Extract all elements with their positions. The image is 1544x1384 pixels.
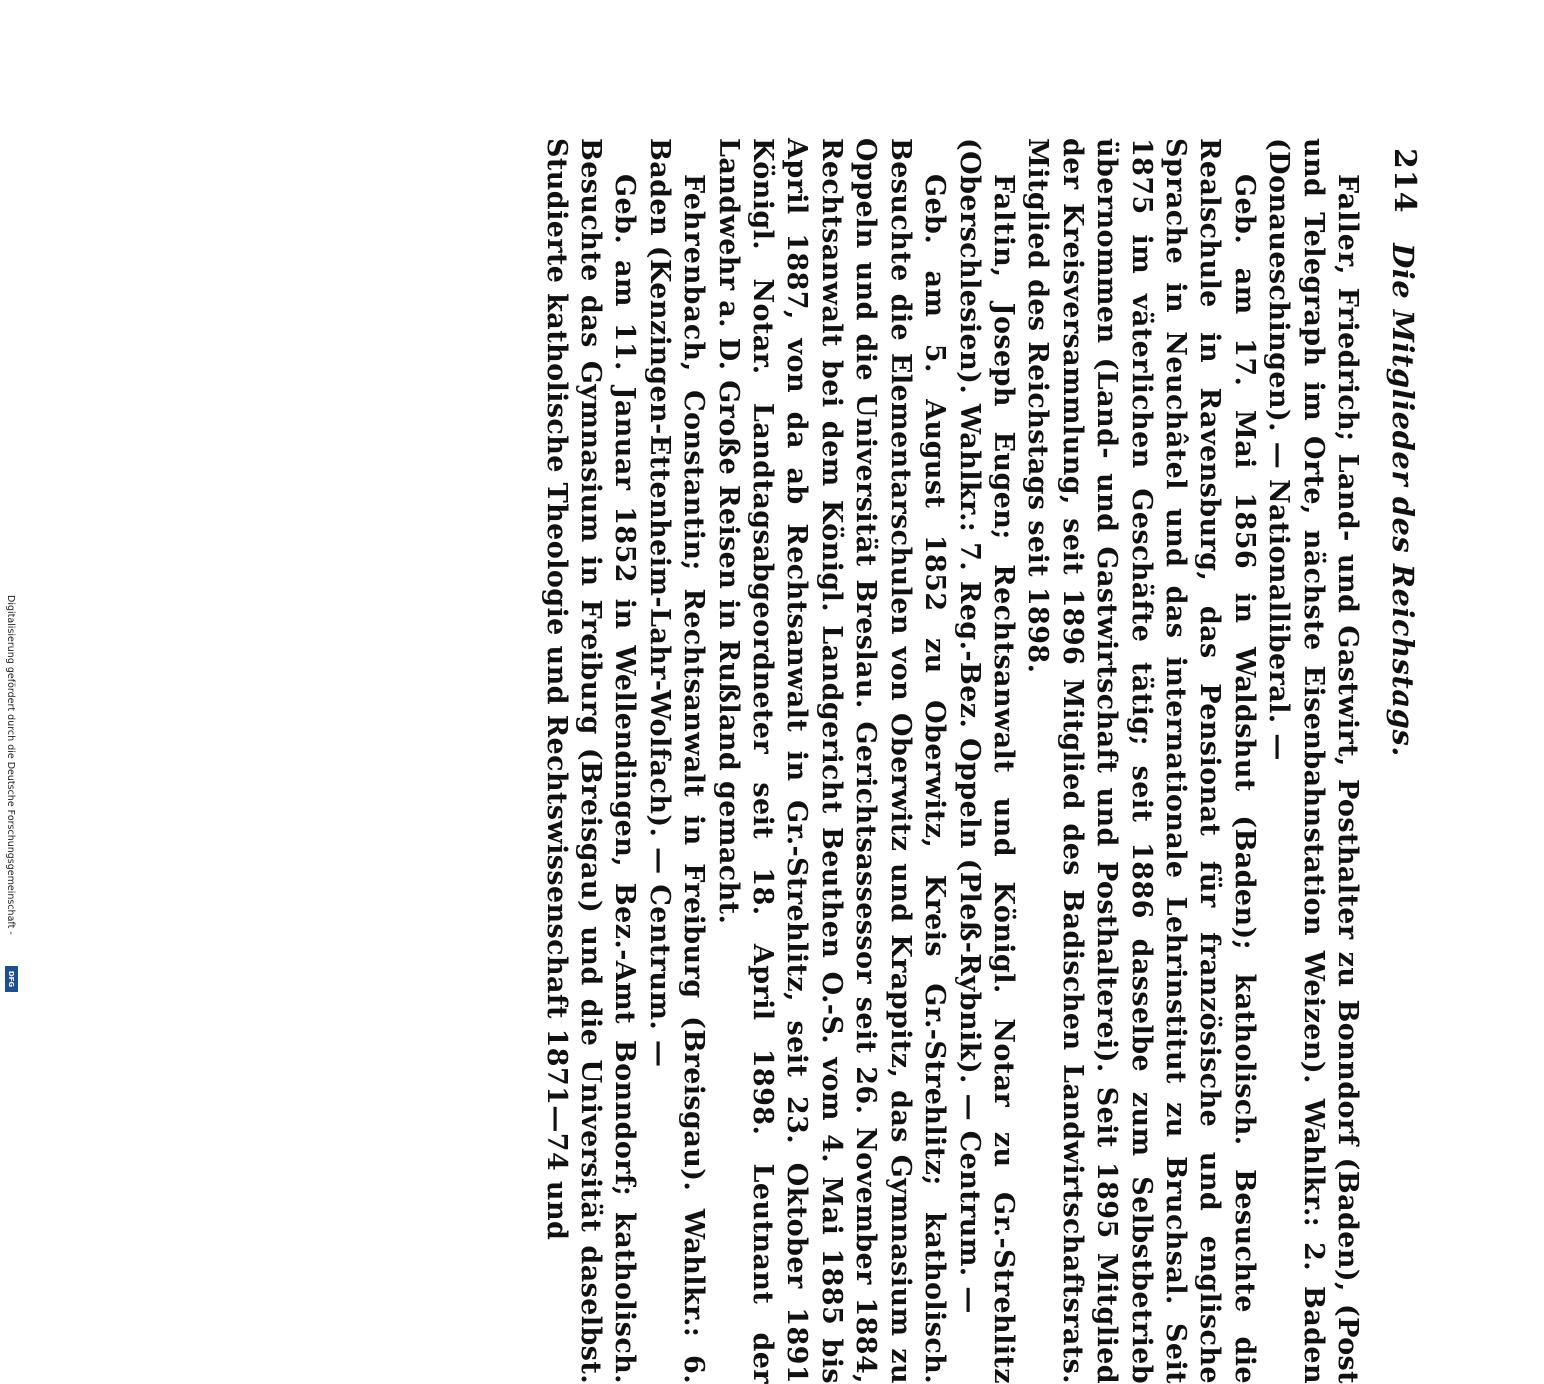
- member-surname: Faller,: [1332, 174, 1363, 276]
- entry-text: Constantin; Rechtsanwalt in Freiburg (Breisgau). Wahlkr.: 6. Baden (Kenzingen-Ettenheim-Lahr-Wolfach). — Centrum. —: [643, 138, 710, 1384]
- entry-biography-paragraph: [1020, 138, 1261, 1384]
- entry-heading-paragraph: [1261, 138, 1364, 1384]
- page-number: 214: [1387, 148, 1422, 214]
- entry-biography-paragraph: [538, 138, 641, 1384]
- member-surname: Fehrenbach,: [678, 174, 710, 373]
- entry-text: Joseph Eugen; Rechtsanwalt und Königl. Notar zu Gr.-Strehlitz (Oberschlesien). Wahlkr.: 7. Reg.-Bez. Oppeln (Pleß-Rybnik). — Centrum. —: [953, 138, 1019, 1384]
- entry-text: Geb. am 11. Januar 1852 in Wellendingen, Bez.-Amt Bonndorf; katholisch. Besuchte das Gymnasium in Freiburg (Breisgau) und die Universität daselbst. Studierte katholische Theologie und Rechtswissenschaft 1871—74 und: [540, 138, 641, 1384]
- credit-text: Digitalisierung gefördert durch die Deutsche Forschungsgemeinschaft -: [5, 595, 16, 935]
- dfg-logo-icon: [5, 966, 18, 992]
- text-block: [538, 138, 1364, 1384]
- entry-text: Friedrich; Land- und Gastwirt, Posthalter zu Bonndorf (Baden), (Post und Telegraph im Orte, nächste Eisenbahnstation Weizen). Wahlkr.: 2. Baden (Donaueschingen). — Nationalliberal. —: [1263, 138, 1363, 1384]
- member-entry: [710, 138, 1020, 1384]
- entry-heading-paragraph: [951, 138, 1020, 1384]
- member-entry: [1020, 138, 1364, 1384]
- entry-text: Geb. am 5. August 1852 zu Oberwitz, Kreis Gr.-Strehlitz; katholisch. Besuchte die Elementarschulen von Oberwitz und Krappitz, das Gymnasium zu Oppeln und die Universität Breslau. Gerichtsassessor seit 26. November 1884, Rechtsanwalt bei dem Königl. Landgericht Beuthen O.-S. vom 4. Mai 1885 bis April 1887, von da ab Rechtsanwalt in Gr.-Strehlitz, seit 23. Oktober 1891 Königl. Notar. Landtagsabgeordneter seit 18. April 1898. Leutnant der Landwehr a. D. Große Reisen in Rußland gemacht.: [712, 138, 951, 1384]
- digitization-credit: [4, 0, 14, 1000]
- running-head: [1382, 140, 1424, 860]
- dfg-logo-text: DFG: [7, 970, 16, 988]
- member-entry: [538, 138, 710, 1384]
- member-surname: Faltin,: [987, 174, 1019, 279]
- entry-text: Geb. am 17. Mai 1856 in Waldshut (Baden); katholisch. Besuchte die Realschule in Ravensburg, das Pensionat für französische und englische Sprache in Neuchâtel und das internationale Lehrinstitut zu Bruchsal. Seit 1875 im väterlichen Geschäfte tätig; seit 1886 dasselbe zum Selbstbetrieb übernommen (Land- und Gastwirtschaft und Posthalterei). Seit 1895 Mitglied der Kreisversammlung, seit 1896 Mitglied des Badischen Landwirtschaftsrats. Mitglied des Reichstags seit 1898.: [1022, 138, 1260, 1384]
- running-head-title: Die Mitglieder des Reichstags.: [1386, 243, 1420, 757]
- entry-heading-paragraph: [641, 138, 710, 1384]
- entry-biography-paragraph: [710, 138, 951, 1384]
- book-page: [139, 120, 1424, 1384]
